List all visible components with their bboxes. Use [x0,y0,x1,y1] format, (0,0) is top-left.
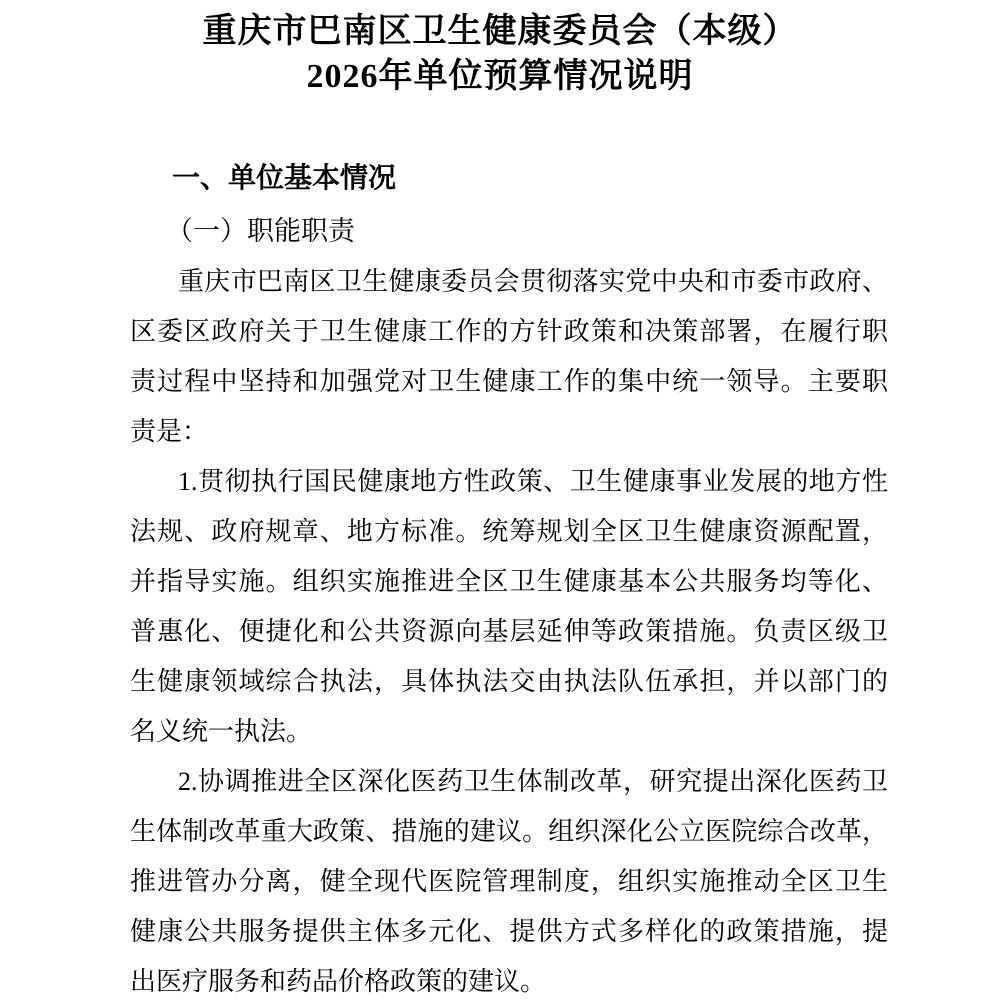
paragraph-line: 健康公共服务提供主体多元化、提供方式多样化的政策措施，提 [130,917,888,946]
paragraph-line: 重庆市巴南区卫生健康委员会贯彻落实党中央和市委市政府、 [178,267,888,296]
paragraph-line: 普惠化、便捷化和公共资源向基层延伸等政策措施。负责区级卫 [130,617,888,646]
paragraph-line: 生体制改革重大政策、措施的建议。组织深化公立医院综合改革， [130,817,888,846]
paragraph-line: 推进管办分离，健全现代医院管理制度，组织实施推动全区卫生 [130,867,888,896]
paragraph-line: 并指导实施。组织实施推进全区卫生健康基本公共服务均等化、 [130,567,888,596]
document-title [0,0,1000,99]
paragraph-line: 责过程中坚持和加强党对卫生健康工作的集中统一领导。主要职 [130,367,888,396]
document-body [0,163,1000,1007]
paragraph-line: 法规、政府规章、地方标准。统筹规划全区卫生健康资源配置， [130,517,888,546]
paragraph-line: 区委区政府关于卫生健康工作的方针政策和决策部署，在履行职 [130,317,888,346]
title-line-2: 2026年单位预算情况说明 [306,58,694,95]
paragraph-line: 生健康领域综合执法，具体执法交由执法队伍承担，并以部门的 [130,667,888,696]
paragraph-line: 出医疗服务和药品价格政策的建议。 [130,967,547,996]
section-heading: 一、单位基本情况 [172,162,397,193]
body-paragraphs [130,257,888,1007]
subsection-heading: （一）职能职责 [166,216,355,246]
title-line-1: 重庆市巴南区卫生健康委员会（本级） [202,13,798,50]
paragraph-line: 名义统一执法。 [130,717,313,746]
paragraph-line: 2.协调推进全区深化医药卫生体制改革，研究提出深化医药卫 [178,767,888,796]
paragraph-line: 责是： [130,417,209,446]
paragraph-line: 1.贯彻执行国民健康地方性政策、卫生健康事业发展的地方性 [178,467,888,496]
